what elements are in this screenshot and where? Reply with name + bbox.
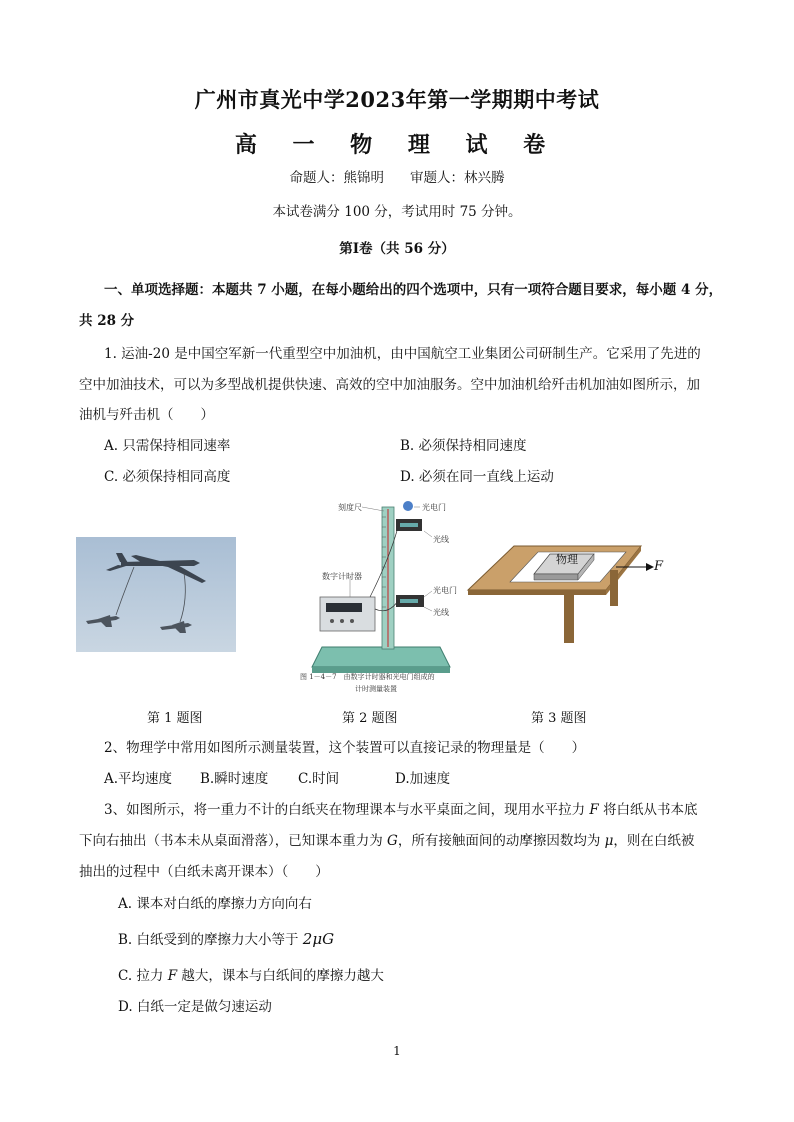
fig2-caption-line1: 图 1－4－7 由数字计时器和光电门组成的: [300, 673, 435, 681]
q2-option-a: A.平均速度: [104, 771, 173, 787]
fig3-caption: 第 3 题图: [531, 711, 587, 726]
fig2-ruler-label: 刻度尺: [338, 503, 362, 512]
q3-line2-var-g: G: [387, 833, 398, 849]
q3-line1-var-f: F: [589, 802, 599, 818]
q3-option-c-text-b: 越大，课本与白纸间的摩擦力越大: [177, 968, 384, 984]
fig3-force-label: F: [654, 559, 664, 574]
q3-option-b: [118, 929, 334, 950]
q3-stem-line1: [104, 800, 698, 820]
q1-stem-line2: 空中加油技术，可以为多型战机提供快速、高效的空中加油服务。空中加油机给歼击机加油如图所示，加: [79, 377, 700, 393]
q3-line2-text-b: ，所有接触面间的动摩擦因数均为: [397, 833, 605, 849]
exam-notice: 本试卷满分 100 分，考试用时 75 分钟。: [272, 204, 522, 220]
q3-option-a: A. 课本对白纸的摩擦力方向向右: [118, 896, 312, 912]
exam-title: 广州市真光中学2023年第一学期期中考试: [194, 87, 600, 112]
fig2-beam-top-label: 光线: [433, 535, 449, 544]
q1-option-d: D. 必须在同一直线上运动: [400, 469, 554, 485]
author-line: [0, 166, 794, 186]
q3-option-d: D. 白纸一定是做匀速运动: [118, 999, 272, 1015]
author: 命题人：熊锦明: [289, 170, 384, 186]
q3-option-c-var-f: F: [167, 968, 178, 984]
q2-option-b: B.瞬时速度: [200, 771, 269, 787]
fig2-caption-line2: 计时测量装置: [355, 685, 397, 693]
q3-line2-text-a: 下向右抽出（书本未从桌面滑落），已知课本重力为: [79, 833, 388, 849]
fig3-book-label: 物理: [556, 553, 578, 566]
q3-option-b-text: B. 白纸受到的摩擦力大小等于: [118, 932, 303, 948]
q2-option-c: C.时间: [298, 771, 340, 787]
part-title: 第Ⅰ卷（共 56 分）: [339, 241, 455, 257]
q1-stem-line3: 油机与歼击机（ ）: [79, 407, 214, 423]
page-number: 1: [393, 1044, 401, 1058]
fig2-beam-bottom-label: 光线: [433, 608, 449, 617]
q3-option-c: [118, 966, 384, 986]
q3-line2-var-mu: μ: [604, 833, 614, 849]
fig3-book-paper-table: [466, 540, 666, 645]
fig2-gate-top-label: 光电门: [422, 503, 446, 512]
fig1-refueling-photo: [76, 537, 236, 652]
fig2-caption: 第 2 题图: [342, 711, 398, 726]
q2-stem: 2、物理学中常用如图所示测量装置，这个装置可以直接记录的物理量是（ ）: [104, 740, 586, 756]
q3-line1-text-a: 3、如图所示，将一重力不计的白纸夹在物理课本与水平桌面之间，现用水平拉力: [104, 802, 590, 818]
q3-stem-line2: [79, 831, 694, 851]
q1-option-c: C. 必须保持相同高度: [104, 469, 231, 485]
q1-option-b: B. 必须保持相同速度: [400, 438, 527, 454]
q1-option-a: A. 只需保持相同速率: [104, 438, 231, 454]
section-heading-line2: 共 28 分: [79, 313, 135, 329]
q3-line1-text-b: 将白纸从书本底: [598, 802, 698, 818]
exam-subtitle: 高 一 物 理 试 卷: [234, 132, 560, 158]
q3-line2-text-c: ，则在白纸被: [613, 833, 695, 849]
q3-option-c-text-a: C. 拉力: [118, 968, 168, 984]
fig2-timer-label: 数字计时器: [322, 572, 362, 581]
q1-stem-line1: 1. 运油-20 是中国空军新一代重型空中加油机，由中国航空工业集团公司研制生产。它采用了先进的: [104, 346, 701, 362]
q3-stem-line3: 抽出的过程中（白纸未离开课本）（ ）: [79, 864, 329, 880]
fig2-gate-bottom-label: 光电门: [433, 586, 457, 595]
section-heading-line1: 一、单项选择题：本题共 7 小题，在每小题给出的四个选项中，只有一项符合题目要求，每小题 4 分，: [104, 282, 723, 298]
fig2-photogate-apparatus: [300, 497, 475, 697]
fig1-caption: 第 1 题图: [147, 711, 203, 726]
q2-option-d: D.加速度: [395, 771, 451, 787]
reviewer: 审题人：林兴腾: [410, 170, 505, 186]
q3-option-b-expr: 2μG: [302, 930, 335, 948]
